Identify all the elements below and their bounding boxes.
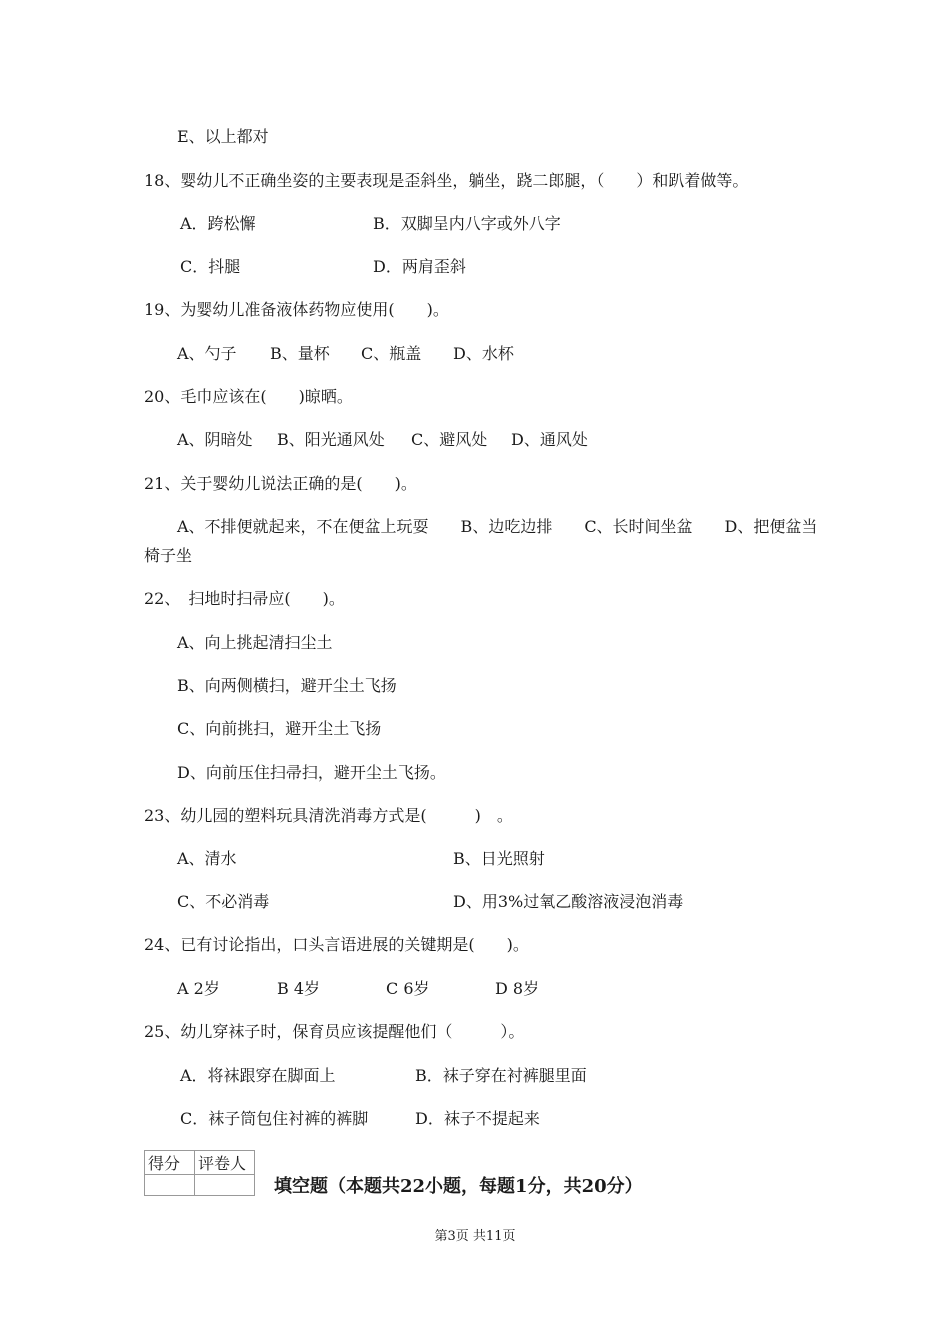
q19-stem: 19、为婴幼儿准备液体药物应使用( )。	[144, 300, 449, 319]
q18-stem: 18、婴幼儿不正确坐姿的主要表现是歪斜坐，躺坐，跷二郎腿，（ ）和趴着做等。	[144, 171, 749, 190]
q22-option-d: D、向前压住扫帚扫，避开尘土飞扬。	[177, 763, 446, 782]
q19-option-d: D、水杯	[453, 344, 514, 363]
q22-stem: 22、 扫地时扫帚应( )。	[144, 589, 345, 608]
q21-stem: 21、关于婴幼儿说法正确的是( )。	[144, 474, 417, 493]
score-header: 得分	[145, 1151, 195, 1175]
score-box	[144, 1150, 255, 1196]
q18-option-b: B．双脚呈内八字或外八字	[373, 214, 561, 233]
q24-stem: 24、已有讨论指出，口头言语进展的关键期是( )。	[144, 935, 529, 954]
q19-option-b: B、量杯	[270, 344, 330, 363]
q18-option-c: C．抖腿	[180, 257, 241, 276]
q25-stem: 25、幼儿穿袜子时，保育员应该提醒他们（ ）。	[144, 1022, 525, 1041]
q23-option-a: A、清水	[177, 849, 237, 868]
q22-option-c: C、向前挑扫，避开尘土飞扬	[177, 719, 382, 738]
q22-option-a: A、向上挑起清扫尘土	[177, 633, 333, 652]
q18-option-d: D．两肩歪斜	[373, 257, 466, 276]
section-title: 填空题（本题共22小题，每题1分，共20分）	[274, 1176, 643, 1197]
q24-option-d: D 8岁	[495, 979, 540, 998]
q20-stem: 20、毛巾应该在( )晾晒。	[144, 387, 353, 406]
q24-option-a: A 2岁	[177, 979, 220, 998]
q23-option-d: D、用3%过氧乙酸溶液浸泡消毒	[453, 892, 684, 911]
q20-option-a: A、阴暗处	[177, 430, 253, 449]
q24-option-c: C 6岁	[386, 979, 430, 998]
page-footer: 第3页 共11页	[434, 1229, 516, 1244]
q20-option-b: B、阳光通风处	[277, 430, 385, 449]
q20-option-c: C、避风处	[411, 430, 488, 449]
q19-option-a: A、勺子	[177, 344, 237, 363]
q21-options-line1: A、不排便就起来，不在便盆上玩耍 B、边吃边排 C、长时间坐盆 D、把便盆当	[177, 517, 818, 536]
grader-cell	[195, 1175, 255, 1196]
score-cell	[145, 1175, 195, 1196]
q20-option-d: D、通风处	[511, 430, 588, 449]
q17-option-e: E、以上都对	[177, 127, 269, 146]
q23-option-c: C、不必消毒	[177, 892, 270, 911]
q25-option-b: B．袜子穿在衬裤腿里面	[415, 1066, 587, 1085]
q25-option-a: A．将袜跟穿在脚面上	[180, 1066, 336, 1085]
q18-option-a: A．跨松懈	[180, 214, 256, 233]
q23-option-b: B、日光照射	[453, 849, 545, 868]
q19-option-c: C、瓶盖	[361, 344, 422, 363]
grader-header: 评卷人	[195, 1151, 255, 1175]
q21-options-line2: 椅子坐	[144, 546, 193, 565]
q25-option-d: D．袜子不提起来	[415, 1109, 540, 1128]
q25-option-c: C．袜子筒包住衬裤的裤脚	[180, 1109, 369, 1128]
q23-stem: 23、幼儿园的塑料玩具清洗消毒方式是( ) 。	[144, 806, 513, 825]
q24-option-b: B 4岁	[277, 979, 321, 998]
q22-option-b: B、向两侧横扫，避开尘土飞扬	[177, 676, 397, 695]
